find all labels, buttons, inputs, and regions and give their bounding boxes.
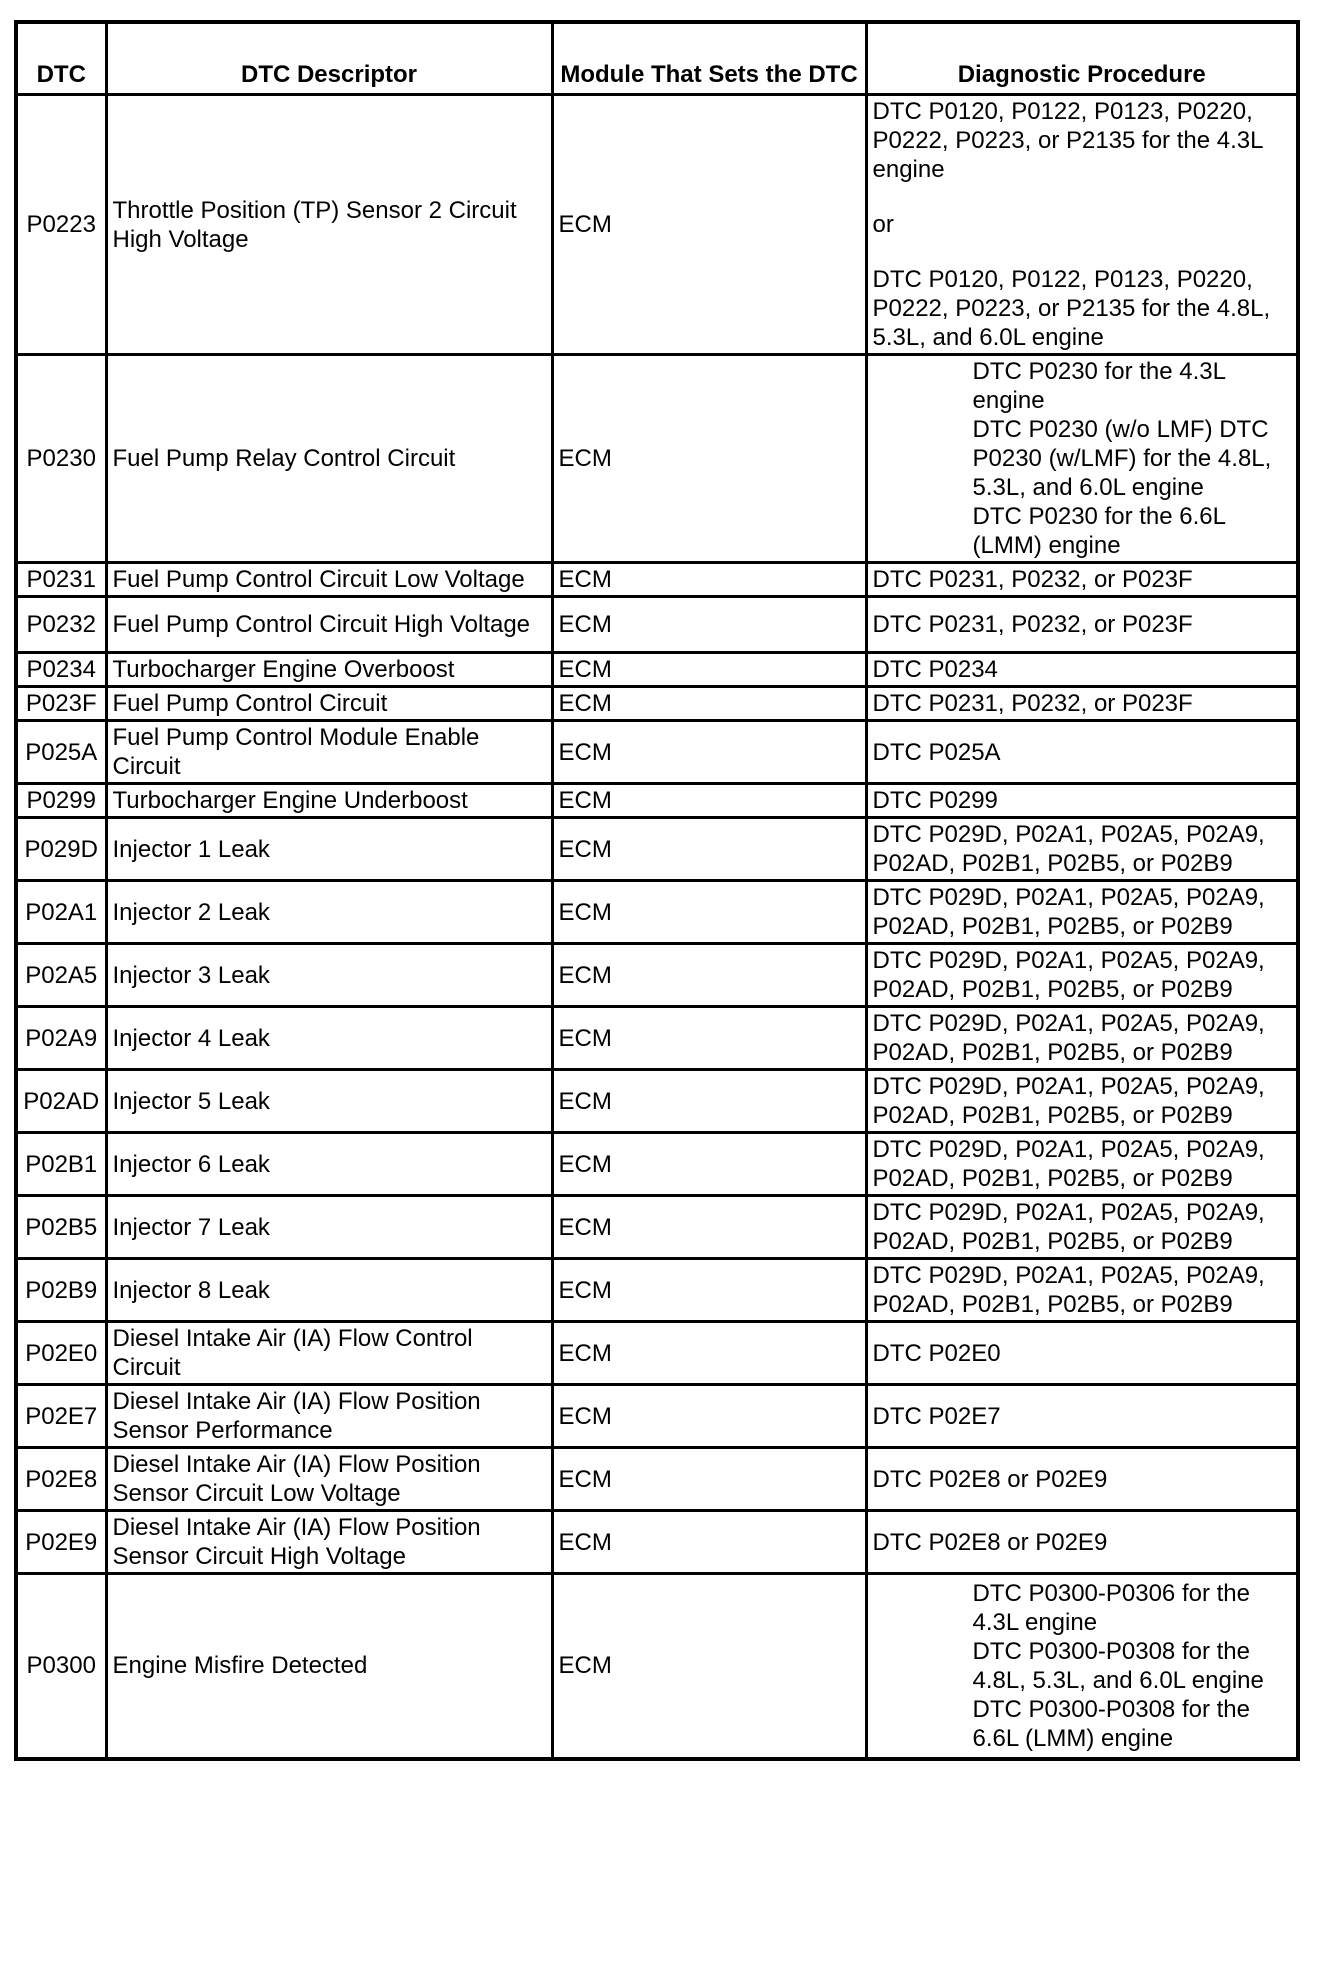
dtc-module: ECM [552,1448,866,1511]
table-row [16,944,1298,1007]
dtc-procedure: DTC P02E0 [866,1322,1298,1385]
procedure-line: DTC P0300-P0308 for the 6.6L (LMM) engine [972,1695,1250,1752]
dtc-procedure: DTC P02E8 or P02E9 [866,1448,1298,1511]
dtc-module: ECM [552,653,866,687]
table-row [16,881,1298,944]
procedure-line: DTC P0120, P0122, P0123, P0220, P0222, P0223, or P2135 for the 4.8L, 5.3L, and 6.0L engine [872,266,1271,351]
procedure-or: or [872,211,894,238]
dtc-module: ECM [552,944,866,1007]
dtc-descriptor: Turbocharger Engine Underboost [106,784,552,818]
dtc-code: P02E0 [16,1322,106,1385]
table-row [16,818,1298,881]
dtc-code: P02A5 [16,944,106,1007]
header-procedure: Diagnostic Procedure [866,22,1298,95]
procedure-line: DTC P0230 for the 4.3L engine [972,358,1226,414]
dtc-module: ECM [552,1385,866,1448]
table-row [16,355,1298,563]
dtc-module: ECM [552,95,866,355]
table-row [16,1385,1298,1448]
table-row [16,1448,1298,1511]
dtc-code: P0230 [16,355,106,563]
dtc-procedure: DTC P025A [866,721,1298,784]
dtc-descriptor: Engine Misfire Detected [106,1574,552,1759]
dtc-module: ECM [552,818,866,881]
dtc-descriptor: Injector 5 Leak [106,1070,552,1133]
dtc-code: P0231 [16,563,106,597]
table-row [16,1574,1298,1759]
dtc-module: ECM [552,1322,866,1385]
dtc-procedure: DTC P0299 [866,784,1298,818]
dtc-descriptor: Diesel Intake Air (IA) Flow Position Sensor Circuit High Voltage [106,1511,552,1574]
dtc-table [14,20,1300,1761]
dtc-module: ECM [552,1511,866,1574]
procedure-line: DTC P0230 for the 6.6L (LMM) engine [972,503,1226,559]
dtc-procedure: DTC P029D, P02A1, P02A5, P02A9, P02AD, P02B1, P02B5, or P02B9 [866,1070,1298,1133]
table-row [16,1196,1298,1259]
procedure-line: DTC P0300-P0306 for the 4.3L engine [972,1579,1250,1636]
dtc-code: P02B5 [16,1196,106,1259]
dtc-procedure: DTC P029D, P02A1, P02A5, P02A9, P02AD, P02B1, P02B5, or P02B9 [866,1196,1298,1259]
procedure-line: DTC P0230 (w/o LMF) DTC P0230 (w/LMF) for the 4.8L, 5.3L, and 6.0L engine [972,416,1272,501]
table-header-row [16,22,1298,95]
dtc-descriptor: Diesel Intake Air (IA) Flow Position Sensor Circuit Low Voltage [106,1448,552,1511]
dtc-procedure: DTC P02E8 or P02E9 [866,1511,1298,1574]
table-row [16,1133,1298,1196]
table-row [16,687,1298,721]
dtc-code: P02E8 [16,1448,106,1511]
dtc-descriptor: Injector 1 Leak [106,818,552,881]
dtc-code: P02B9 [16,1259,106,1322]
dtc-code: P02A1 [16,881,106,944]
table-row [16,1322,1298,1385]
dtc-procedure: DTC P029D, P02A1, P02A5, P02A9, P02AD, P02B1, P02B5, or P02B9 [866,1259,1298,1322]
dtc-module: ECM [552,881,866,944]
header-dtc: DTC [16,22,106,95]
dtc-descriptor: Turbocharger Engine Overboost [106,653,552,687]
dtc-code: P0300 [16,1574,106,1759]
dtc-descriptor: Injector 7 Leak [106,1196,552,1259]
dtc-procedure: DTC P029D, P02A1, P02A5, P02A9, P02AD, P02B1, P02B5, or P02B9 [866,1133,1298,1196]
table-row [16,1007,1298,1070]
dtc-procedure [866,1574,1298,1759]
dtc-procedure: DTC P029D, P02A1, P02A5, P02A9, P02AD, P02B1, P02B5, or P02B9 [866,881,1298,944]
table-row [16,1511,1298,1574]
dtc-descriptor: Diesel Intake Air (IA) Flow Control Circuit [106,1322,552,1385]
dtc-module: ECM [552,1196,866,1259]
dtc-descriptor: Fuel Pump Control Circuit High Voltage [106,597,552,653]
dtc-module: ECM [552,355,866,563]
dtc-procedure: DTC P0234 [866,653,1298,687]
dtc-descriptor: Fuel Pump Control Circuit Low Voltage [106,563,552,597]
dtc-module: ECM [552,1007,866,1070]
header-descriptor: DTC Descriptor [106,22,552,95]
dtc-descriptor: Injector 2 Leak [106,881,552,944]
dtc-code: P02E7 [16,1385,106,1448]
dtc-module: ECM [552,784,866,818]
dtc-procedure: DTC P0231, P0232, or P023F [866,687,1298,721]
dtc-code: P02AD [16,1070,106,1133]
dtc-descriptor: Fuel Pump Control Module Enable Circuit [106,721,552,784]
dtc-procedure [866,355,1298,563]
dtc-procedure [866,95,1298,355]
dtc-code: P025A [16,721,106,784]
procedure-line: DTC P0120, P0122, P0123, P0220, P0222, P0223, or P2135 for the 4.3L engine [872,98,1263,183]
table-row [16,95,1298,355]
table-row [16,597,1298,653]
dtc-module: ECM [552,1259,866,1322]
dtc-descriptor: Fuel Pump Relay Control Circuit [106,355,552,563]
dtc-code: P02A9 [16,1007,106,1070]
dtc-descriptor: Injector 3 Leak [106,944,552,1007]
dtc-code: P0223 [16,95,106,355]
procedure-line: DTC P0300-P0308 for the 4.8L, 5.3L, and 6.0L engine [972,1637,1264,1694]
table-row [16,721,1298,784]
dtc-descriptor: Injector 8 Leak [106,1259,552,1322]
dtc-descriptor: Throttle Position (TP) Sensor 2 Circuit High Voltage [106,95,552,355]
dtc-module: ECM [552,563,866,597]
dtc-module: ECM [552,721,866,784]
dtc-module: ECM [552,1133,866,1196]
dtc-descriptor: Fuel Pump Control Circuit [106,687,552,721]
table-row [16,784,1298,818]
dtc-procedure: DTC P0231, P0232, or P023F [866,563,1298,597]
dtc-code: P0232 [16,597,106,653]
dtc-code: P02E9 [16,1511,106,1574]
table-row [16,1259,1298,1322]
dtc-code: P0299 [16,784,106,818]
dtc-descriptor: Injector 4 Leak [106,1007,552,1070]
table-row [16,1070,1298,1133]
dtc-procedure: DTC P02E7 [866,1385,1298,1448]
dtc-procedure: DTC P029D, P02A1, P02A5, P02A9, P02AD, P02B1, P02B5, or P02B9 [866,818,1298,881]
header-module: Module That Sets the DTC [552,22,866,95]
table-row [16,653,1298,687]
dtc-descriptor: Diesel Intake Air (IA) Flow Position Sensor Performance [106,1385,552,1448]
dtc-code: P0234 [16,653,106,687]
dtc-code: P029D [16,818,106,881]
dtc-procedure: DTC P029D, P02A1, P02A5, P02A9, P02AD, P02B1, P02B5, or P02B9 [866,1007,1298,1070]
dtc-code: P023F [16,687,106,721]
dtc-module: ECM [552,1070,866,1133]
dtc-procedure: DTC P0231, P0232, or P023F [866,597,1298,653]
dtc-descriptor: Injector 6 Leak [106,1133,552,1196]
dtc-module: ECM [552,1574,866,1759]
dtc-module: ECM [552,687,866,721]
dtc-module: ECM [552,597,866,653]
dtc-code: P02B1 [16,1133,106,1196]
dtc-procedure: DTC P029D, P02A1, P02A5, P02A9, P02AD, P02B1, P02B5, or P02B9 [866,944,1298,1007]
table-row [16,563,1298,597]
